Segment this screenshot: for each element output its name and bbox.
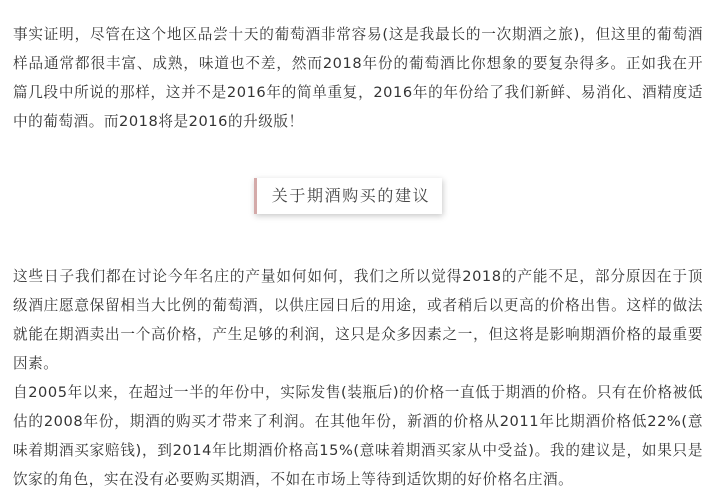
paragraph-production-discussion: 这些日子我们都在讨论今年名庄的产量如何如何，我们之所以觉得2018的产能不足，部分原因在于顶级酒庄愿意保留相当大比例的葡萄酒，以供庄园日后的用途，或者稍后以更高的价格出售。这样的做法就能在期酒卖出一个高价格，产生足够的利润，这只是众多因素之一，但这将是影响期酒价格的最重要因素。 [13,268,703,372]
paragraph-price-history-advice: 自2005年以来，在超过一半的年份中，实际发售(装瓶后)的价格一直低于期酒的价格。只有在价格被低估的2008年份，期酒的购买才带来了利润。在其他年份，新酒的价格从2011年比期酒价格低22%(意味着期酒买家赔钱)，到2014年比期酒价格高15%(意味着期酒买家从中受益)。我的建议是，如果只是饮家的角色，实在没有必要购买期酒，不如在市场上等待到适饮期的好价格名庄酒。 [13,384,703,488]
section-heading-futures-advice: 关于期酒购买的建议 [254,178,442,214]
section-heading-container [13,178,703,214]
paragraph-vintage-intro: 事实证明，尽管在这个地区品尝十天的葡萄酒非常容易(这是我最长的一次期酒之旅)，但这里的葡萄酒样品通常都很丰富、成熟，味道也不差，然而2018年份的葡萄酒比你想象的要复杂得多。正如我在开篇几段中所说的那样，这并不是2016年的简单重复，2016年的年份给了我们新鲜、易消化、酒精度适中的葡萄酒。而2018将是2016的升级版！ [13,26,703,130]
